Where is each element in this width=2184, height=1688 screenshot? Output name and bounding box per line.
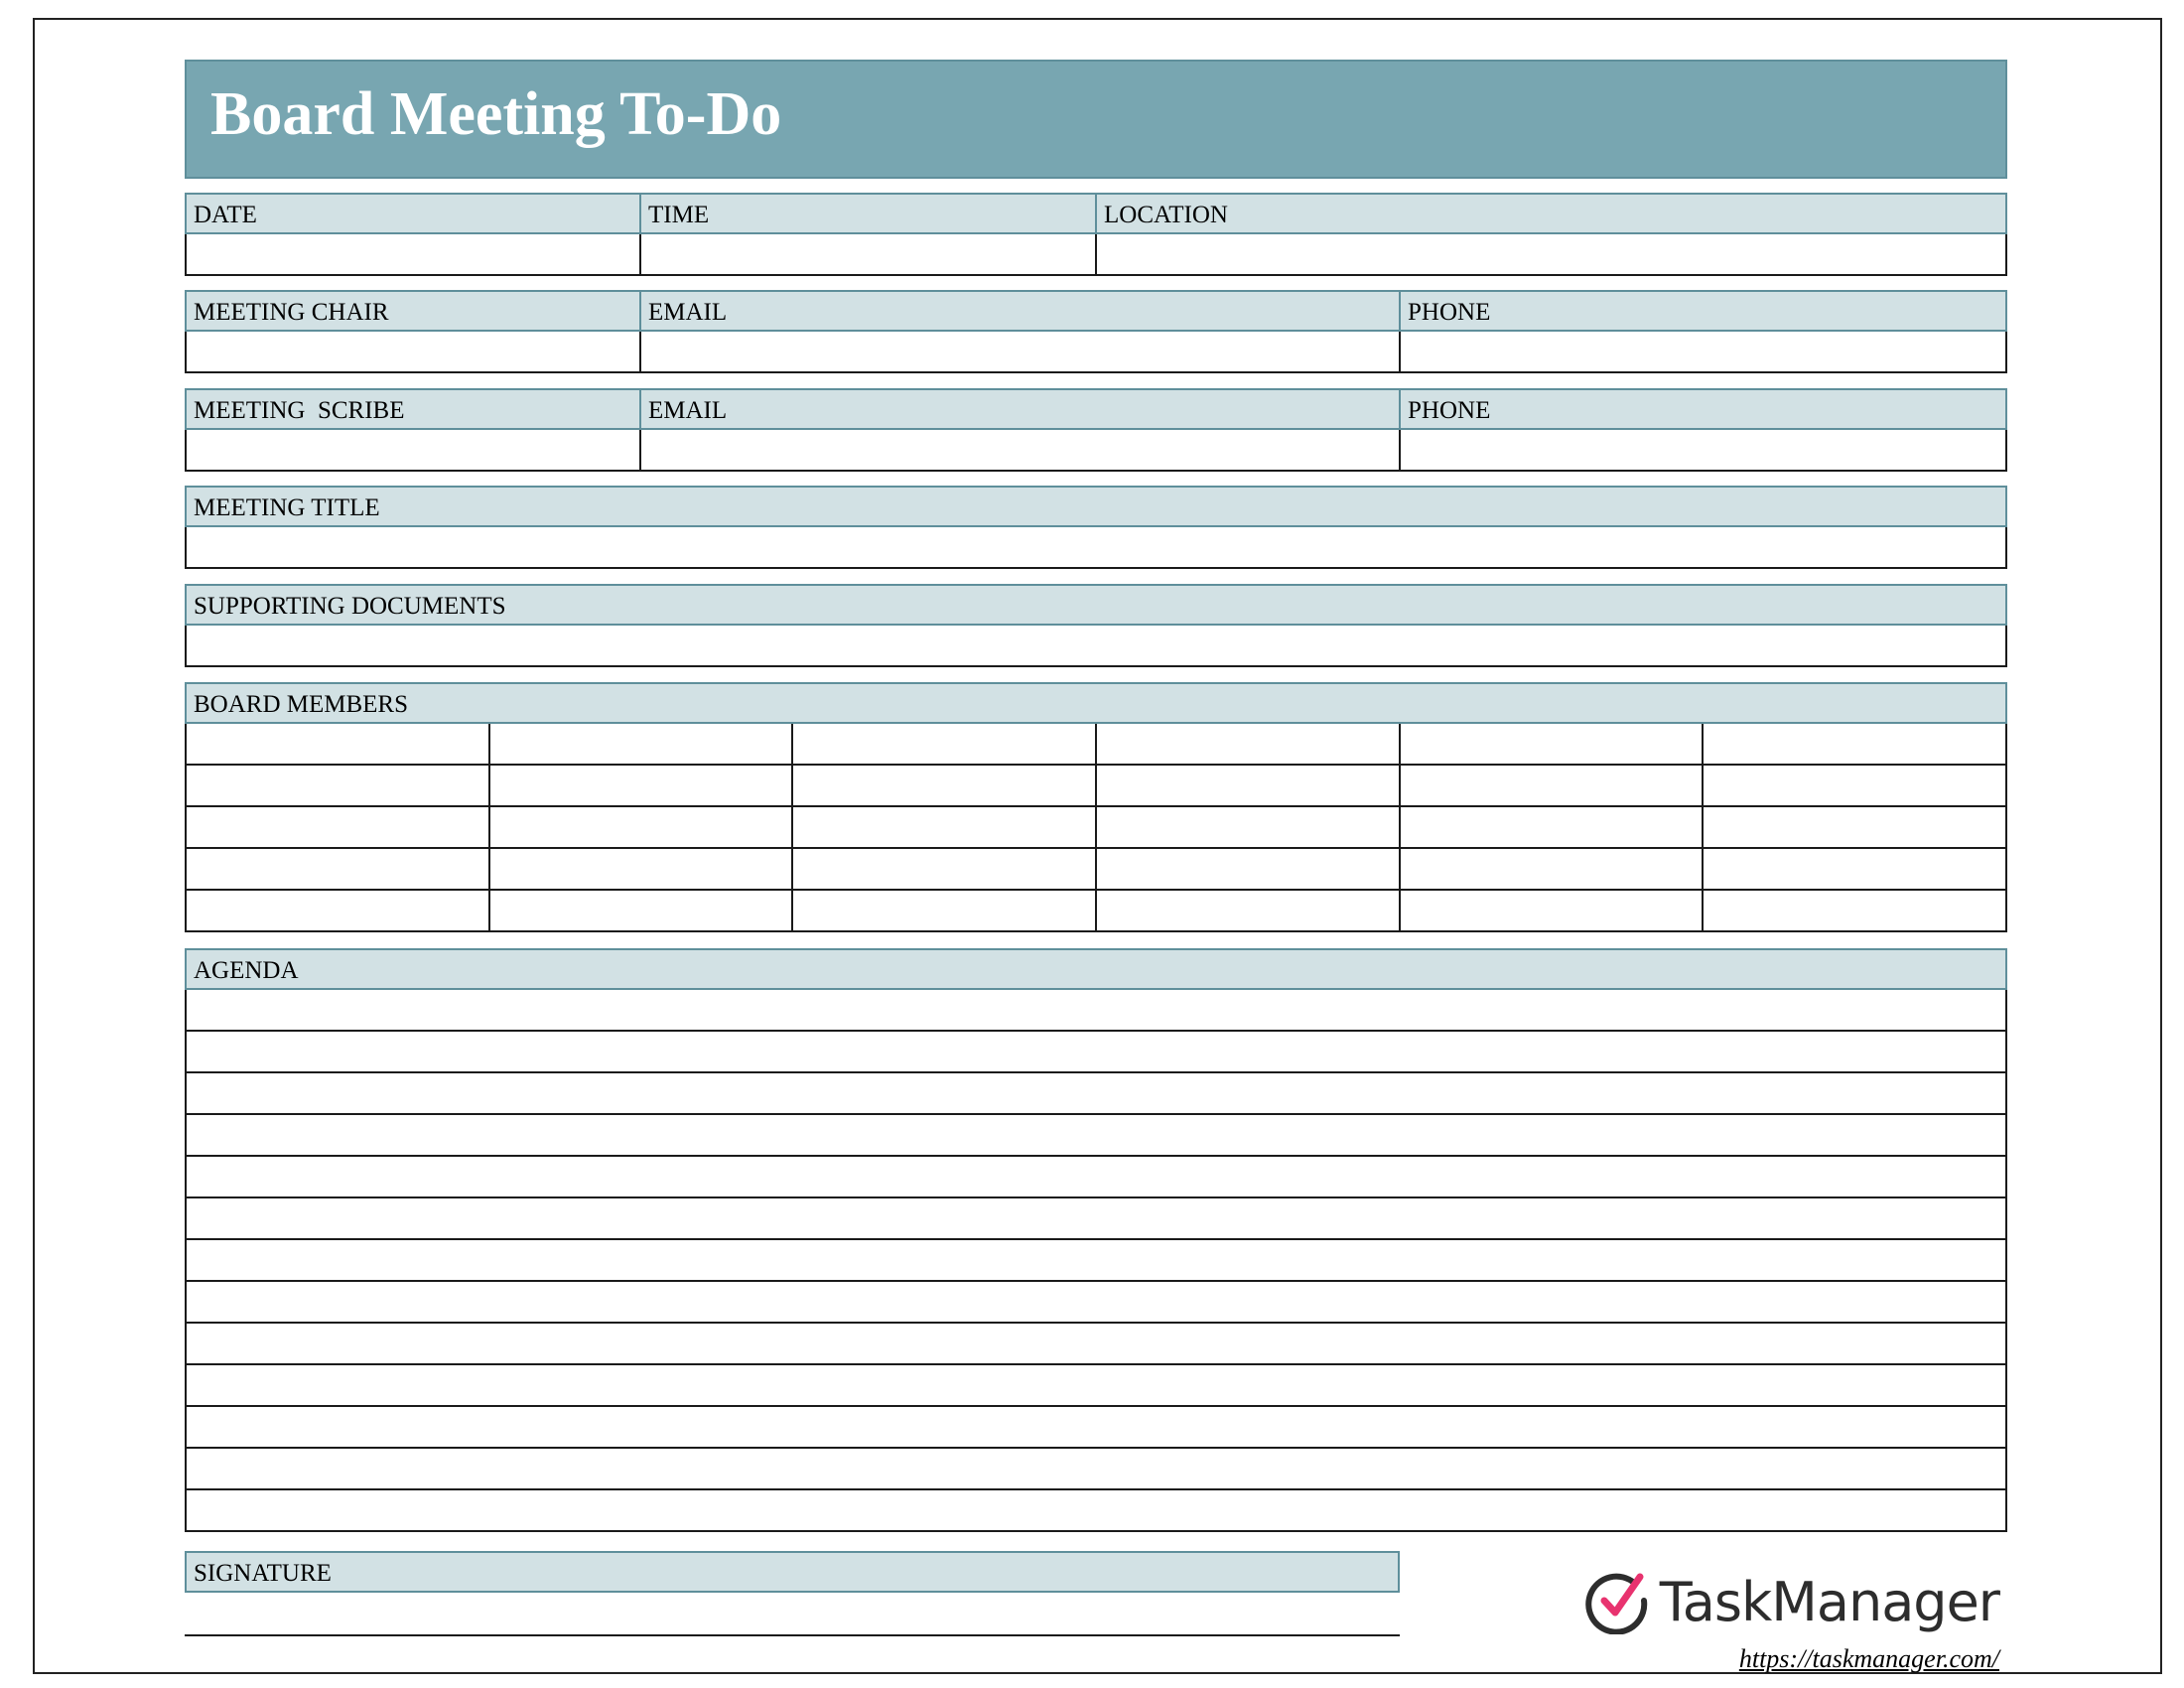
meeting-title-field[interactable]: [185, 527, 2007, 569]
board-member-cell[interactable]: [1401, 849, 1705, 889]
board-member-cell[interactable]: [793, 807, 1097, 847]
signature-label: SIGNATURE: [194, 1560, 332, 1587]
agenda-line[interactable]: [185, 1282, 2007, 1324]
board-member-cell[interactable]: [1401, 891, 1705, 930]
agenda-label: AGENDA: [194, 957, 299, 984]
agenda-line[interactable]: [185, 1073, 2007, 1115]
meeting-chair-field[interactable]: [187, 332, 641, 371]
supporting-documents-field[interactable]: [185, 626, 2007, 667]
scribe-email-field[interactable]: [641, 430, 1401, 470]
date-time-location-block: [185, 193, 2007, 276]
scribe-email-label: EMAIL: [648, 397, 728, 424]
date-field[interactable]: [187, 234, 641, 274]
scribe-phone-field[interactable]: [1401, 430, 2005, 470]
supporting-documents-label: SUPPORTING DOCUMENTS: [194, 593, 506, 620]
agenda-line[interactable]: [185, 1490, 2007, 1532]
agenda-line[interactable]: [185, 1115, 2007, 1157]
location-field[interactable]: [1097, 234, 2005, 274]
agenda-line[interactable]: [185, 1449, 2007, 1490]
location-label: LOCATION: [1104, 202, 1228, 228]
agenda-line[interactable]: [185, 990, 2007, 1032]
brand-url-link[interactable]: https://taskmanager.com/: [1738, 1644, 1999, 1673]
board-member-cell[interactable]: [1704, 849, 2005, 889]
chair-phone-field[interactable]: [1401, 332, 2005, 371]
board-members-row: [185, 891, 2007, 932]
agenda-line[interactable]: [185, 1365, 2007, 1407]
board-members-row: [185, 724, 2007, 766]
chair-phone-label: PHONE: [1408, 299, 1491, 326]
brand-name: TaskManager: [1659, 1570, 1999, 1633]
signature-block: [185, 1551, 1400, 1593]
chair-email-label: EMAIL: [648, 299, 728, 326]
board-member-cell[interactable]: [1704, 724, 2005, 764]
board-member-cell[interactable]: [1704, 807, 2005, 847]
board-member-cell[interactable]: [793, 766, 1097, 805]
board-members-row: [185, 807, 2007, 849]
board-member-cell[interactable]: [1097, 807, 1401, 847]
scribe-phone-label: PHONE: [1408, 397, 1491, 424]
meeting-title-label: MEETING TITLE: [194, 494, 380, 521]
board-member-cell[interactable]: [187, 891, 490, 930]
meeting-scribe-block: [185, 388, 2007, 472]
board-member-cell[interactable]: [1704, 891, 2005, 930]
board-member-cell[interactable]: [187, 766, 490, 805]
board-member-cell[interactable]: [490, 724, 794, 764]
board-member-cell[interactable]: [490, 891, 794, 930]
board-member-cell[interactable]: [187, 849, 490, 889]
board-members-row: [185, 849, 2007, 891]
board-member-cell[interactable]: [187, 724, 490, 764]
agenda-line[interactable]: [185, 1198, 2007, 1240]
agenda-line[interactable]: [185, 1240, 2007, 1282]
meeting-chair-block: [185, 290, 2007, 373]
agenda-block: [185, 948, 2007, 1532]
board-member-cell[interactable]: [1097, 849, 1401, 889]
board-member-cell[interactable]: [1401, 807, 1705, 847]
time-field[interactable]: [641, 234, 1097, 274]
taskmanager-logo: [1584, 1569, 1999, 1634]
board-members-label: BOARD MEMBERS: [194, 691, 409, 718]
meeting-title-block: [185, 486, 2007, 569]
time-label: TIME: [648, 202, 710, 228]
board-members-block: [185, 682, 2007, 932]
board-member-cell[interactable]: [490, 766, 794, 805]
board-member-cell[interactable]: [1704, 766, 2005, 805]
board-member-cell[interactable]: [490, 807, 794, 847]
board-member-cell[interactable]: [1401, 766, 1705, 805]
board-member-cell[interactable]: [1097, 891, 1401, 930]
page-title: Board Meeting To-Do: [210, 80, 782, 148]
meeting-scribe-field[interactable]: [187, 430, 641, 470]
supporting-documents-block: [185, 584, 2007, 667]
board-member-cell[interactable]: [1097, 724, 1401, 764]
board-member-cell[interactable]: [490, 849, 794, 889]
board-member-cell[interactable]: [187, 807, 490, 847]
board-members-row: [185, 766, 2007, 807]
agenda-line[interactable]: [185, 1407, 2007, 1449]
check-circle-icon: [1584, 1569, 1650, 1634]
chair-email-field[interactable]: [641, 332, 1401, 371]
board-member-cell[interactable]: [1097, 766, 1401, 805]
title-bar: [185, 60, 2007, 179]
meeting-chair-label: MEETING CHAIR: [194, 299, 389, 326]
board-member-cell[interactable]: [793, 891, 1097, 930]
agenda-line[interactable]: [185, 1032, 2007, 1073]
board-member-cell[interactable]: [793, 849, 1097, 889]
agenda-line[interactable]: [185, 1324, 2007, 1365]
board-member-cell[interactable]: [1401, 724, 1705, 764]
agenda-line[interactable]: [185, 1157, 2007, 1198]
meeting-scribe-label: MEETING SCRIBE: [194, 397, 405, 424]
board-member-cell[interactable]: [793, 724, 1097, 764]
date-label: DATE: [194, 202, 257, 228]
signature-line[interactable]: [185, 1634, 1400, 1636]
